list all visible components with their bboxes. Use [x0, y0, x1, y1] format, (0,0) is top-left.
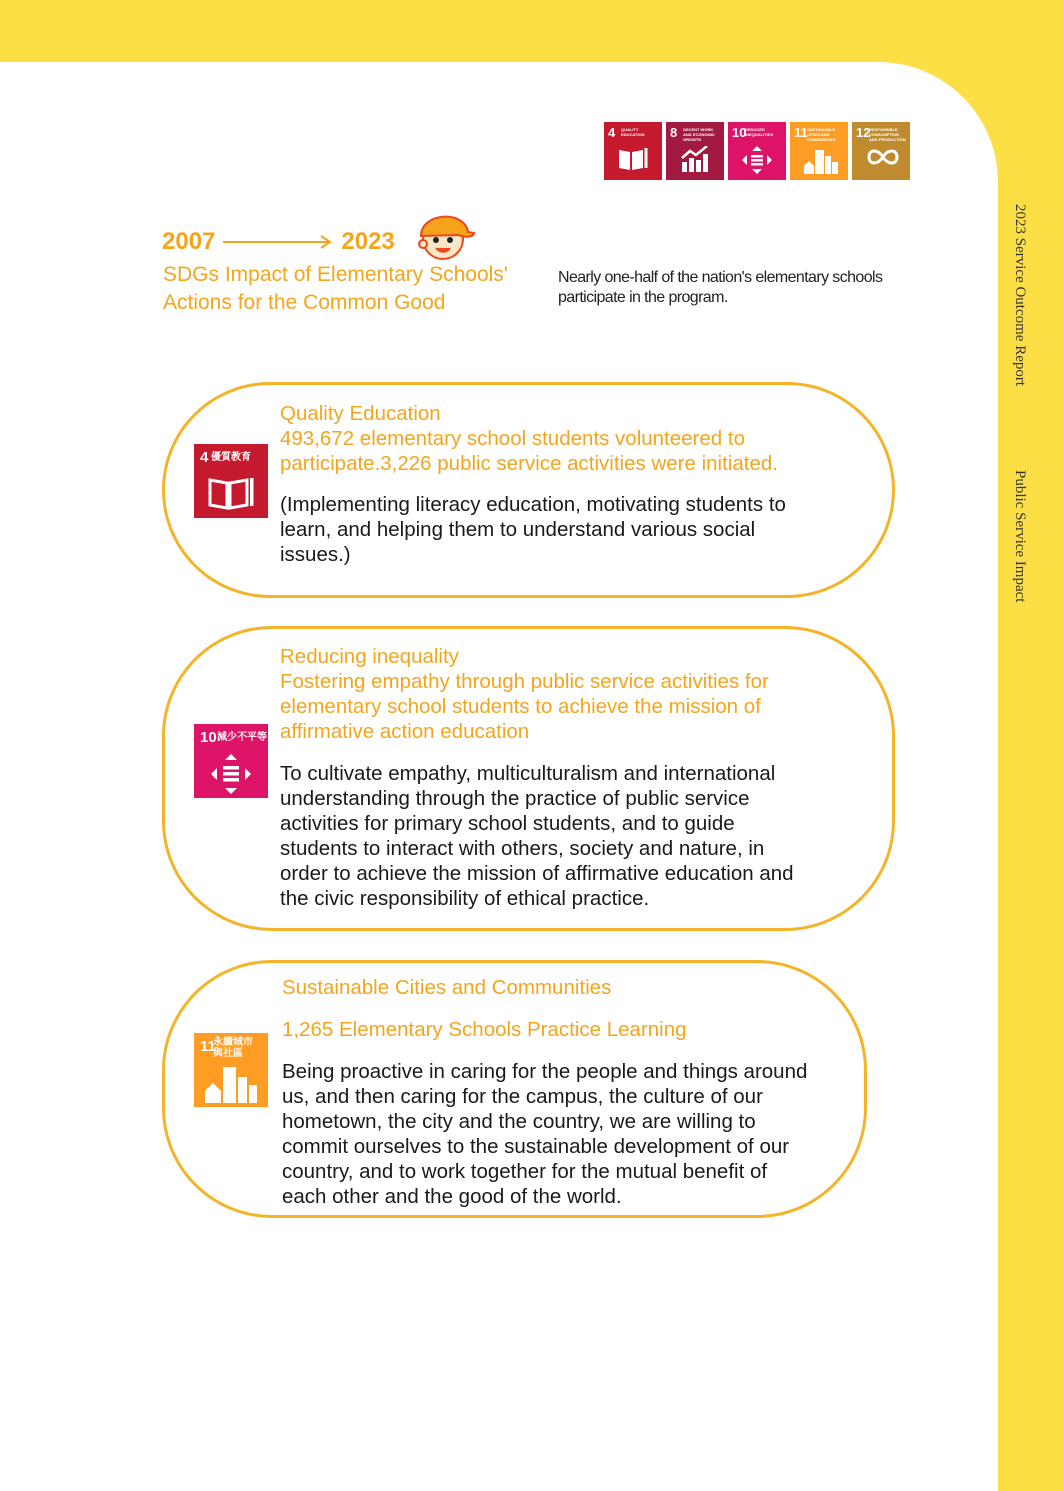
card-heading: Reducing inequality: [280, 645, 459, 668]
year-range: [162, 228, 395, 256]
report-label: 2023 Service Outcome Report: [1012, 204, 1028, 387]
sdg-8-tile: 8 DECENT WORK AND ECONOMIC GROWTH: [666, 122, 724, 180]
hero-title: SDGs Impact of Elementary Schools' Actions for the Common Good: [163, 263, 508, 314]
city-buildings-icon: [205, 1065, 257, 1103]
equality-arrows-icon: [211, 754, 251, 794]
arrow-right-icon: [223, 235, 333, 249]
sdg-10-badge: 10 減少不平等: [194, 724, 268, 798]
book-pencil-icon: [618, 146, 648, 172]
infinity-icon: [866, 146, 900, 168]
card-heading: Quality Education: [280, 402, 441, 425]
city-buildings-icon: [804, 146, 838, 174]
equality-arrows-icon: [742, 146, 772, 174]
card-heading: Sustainable Cities and Communities: [282, 976, 612, 999]
sdg-11-tile: 11 SUSTAINABLE CITIES AND COMMUNITIES: [790, 122, 848, 180]
intro-text: Nearly one-half of the nation's elementary schools participate in the program.: [558, 269, 883, 306]
card-stat: Fostering empathy through public service activities for elementary school students to achieve the mission of affirmative action education: [280, 670, 769, 743]
year-end: 2023: [341, 228, 395, 255]
book-pencil-icon: [208, 476, 254, 510]
card-stat: 1,265 Elementary Schools Practice Learning: [282, 1018, 687, 1041]
card-body: (Implementing literacy education, motivating students to learn, and helping them to understand various social issues.): [280, 493, 786, 566]
card-quality-education: [162, 382, 895, 598]
year-start: 2007: [162, 228, 216, 255]
card-stat: 493,672 elementary school students volunteered to participate.3,226 public service activities were initiated.: [280, 427, 778, 475]
sdg-11-badge: 11 永續城市 與社區: [194, 1033, 268, 1107]
sdg-12-tile: 12 RESPONSIBLE CONSUMPTION AND PRODUCTION: [852, 122, 910, 180]
growth-chart-icon: [680, 146, 710, 172]
sdg-icon-strip: [604, 122, 910, 180]
card-body: Being proactive in caring for the people and things around us, and then caring for the campus, the culture of our hometown, the city and the country, we are willing to commit ourselves to the sustainable development of our country, and to work together for the mutual benefit of each other and the good of the world.: [282, 1060, 808, 1208]
section-label: Public Service Impact: [1012, 470, 1028, 603]
mascot-boy-icon: [414, 206, 476, 262]
card-reducing-inequality: [162, 626, 895, 931]
card-sustainable-cities: [162, 960, 867, 1218]
sdg-4-tile: 4 QUALITY EDUCATION: [604, 122, 662, 180]
card-body: To cultivate empathy, multiculturalism and international understanding through the practice of public service activities for primary school students, and to guide students to interact with others, society and nature, in order to achieve the mission of affirmative education and the civic responsibility of ethical practice.: [280, 762, 794, 910]
sdg-4-badge: 4 優質教育: [194, 444, 268, 518]
sdg-10-tile: 10 REDUCED INEQUALITIES: [728, 122, 786, 180]
